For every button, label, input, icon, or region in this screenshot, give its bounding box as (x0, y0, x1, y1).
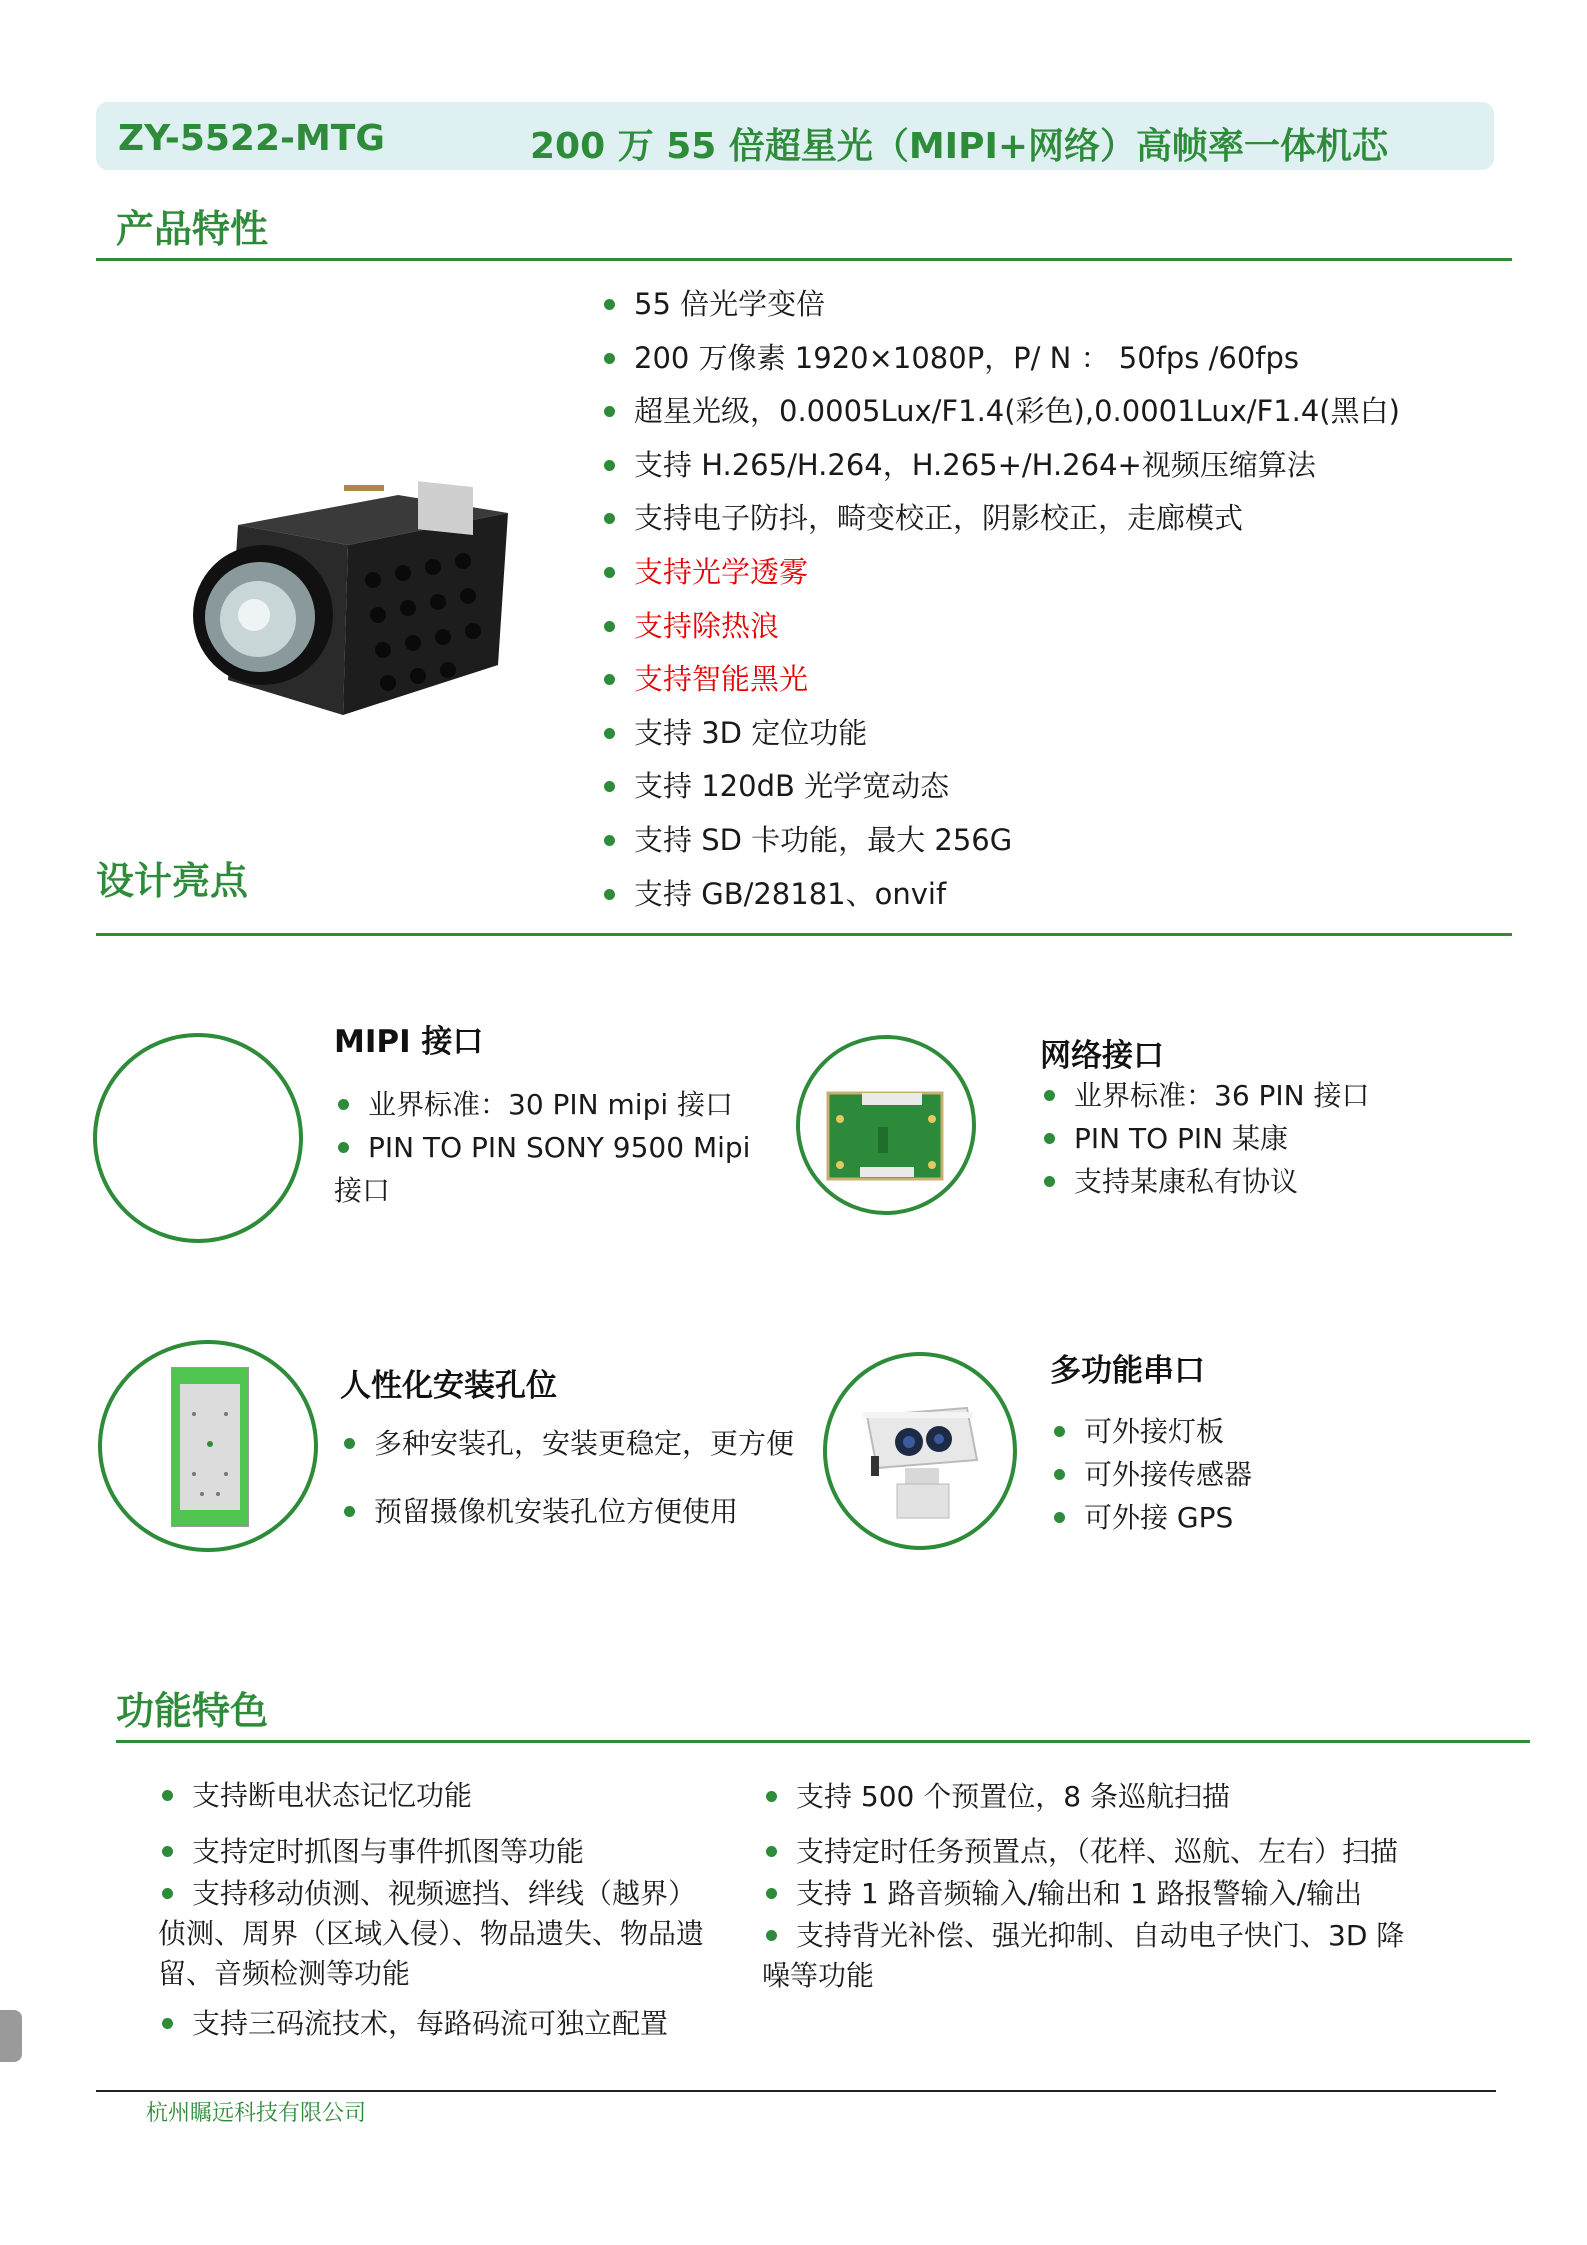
feature-item-highlight: 支持智能黑光 (600, 653, 1500, 707)
mipi-item-continuation: 接口 (334, 1174, 391, 1207)
section-title-functions: 功能特色 (116, 1689, 269, 1733)
mounting-item: 多种安装孔，安装更稳定，更方便 (340, 1422, 820, 1490)
mounting-list (340, 1422, 820, 1533)
mipi-item: 业界标准：30 PIN mipi 接口 (334, 1083, 774, 1126)
function-item: 支持定时任务预置点，（花样、巡航、左右）扫描 (762, 1832, 1422, 1872)
footer-rule (96, 2090, 1496, 2092)
network-image-circle (796, 1035, 976, 1215)
feature-item: 支持 SD 卡功能，最大 256G (600, 814, 1500, 868)
serial-title: 多功能串口 (1050, 1353, 1205, 1389)
mipi-image-circle (93, 1033, 303, 1243)
serial-item: 可外接传感器 (1050, 1453, 1470, 1496)
network-item: 业界标准：36 PIN 接口 (1040, 1074, 1460, 1117)
function-item: 支持背光补偿、强光抑制、自动电子快门、3D 降噪等功能 (762, 1916, 1422, 1996)
serial-image-circle (823, 1352, 1017, 1550)
feature-item: 支持 3D 定位功能 (600, 707, 1500, 761)
mounting-title: 人性化安装孔位 (340, 1368, 557, 1404)
network-item: PIN TO PIN 某康 (1040, 1117, 1460, 1160)
ptz-camera-image (827, 1356, 1013, 1546)
feature-item: 支持电子防抖，畸变校正，阴影校正，走廊模式 (600, 492, 1500, 546)
feature-item: 200 万像素 1920×1080P，P/ N ： 50fps /60fps (600, 332, 1500, 386)
function-item: 支持移动侦测、视频遮挡、绊线（越界）侦测、周界（区域入侵）、物品遗失、物品遗留、音频检测等功能 (158, 1874, 718, 1994)
function-item: 支持 500 个预置位，8 条巡航扫描 (762, 1777, 1422, 1817)
feature-item: 支持 H.265/H.264，H.265+/H.264+视频压缩算法 (600, 439, 1500, 493)
feature-item: 支持 120dB 光学宽动态 (600, 760, 1500, 814)
footer-company: 杭州瞩远科技有限公司 (146, 2101, 367, 2126)
function-item: 支持三码流技术，每路码流可独立配置 (158, 2004, 718, 2044)
mipi-list (334, 1083, 774, 1169)
function-item: 支持定时抓图与事件抓图等功能 (158, 1832, 718, 1872)
model-number: ZY-5522-MTG (118, 118, 385, 159)
mounting-item: 预留摄像机安装孔位方便使用 (340, 1490, 820, 1533)
serial-list (1050, 1410, 1470, 1539)
network-item: 支持某康私有协议 (1040, 1160, 1460, 1203)
section-rule (96, 933, 1512, 936)
page-side-tab (0, 2010, 22, 2062)
network-list (1040, 1074, 1460, 1203)
mipi-item: PIN TO PIN SONY 9500 Mipi (334, 1126, 774, 1169)
function-item: 支持断电状态记忆功能 (158, 1776, 718, 1816)
mounting-image-circle (98, 1340, 318, 1552)
product-title: 200 万 55 倍超星光（MIPI+网络）高帧率一体机芯 (530, 126, 1389, 167)
network-title: 网络接口 (1040, 1038, 1164, 1074)
function-list-right (762, 1777, 1422, 1996)
serial-item: 可外接 GPS (1050, 1496, 1470, 1539)
camera-module-image (168, 455, 510, 735)
network-board-image (800, 1039, 972, 1211)
section-rule (96, 258, 1512, 261)
feature-item: 超星光级，0.0005Lux/F1.4(彩色),0.0001Lux/F1.4(黑白) (600, 385, 1500, 439)
function-list-left (158, 1776, 718, 2044)
feature-item-highlight: 支持光学透雾 (600, 546, 1500, 600)
serial-item: 可外接灯板 (1050, 1410, 1470, 1453)
mounting-plate-image (102, 1344, 314, 1548)
function-item: 支持 1 路音频输入/输出和 1 路报警输入/输出 (762, 1874, 1422, 1914)
section-title-design-highlights: 设计亮点 (96, 859, 249, 903)
feature-item-highlight: 支持除热浪 (600, 600, 1500, 654)
section-rule (116, 1740, 1530, 1743)
mipi-title: MIPI 接口 (334, 1024, 484, 1060)
feature-item: 支持 GB/28181、onvif (600, 868, 1500, 922)
product-feature-list (600, 278, 1500, 921)
section-title-product-features: 产品特性 (116, 207, 269, 251)
feature-item: 55 倍光学变倍 (600, 278, 1500, 332)
